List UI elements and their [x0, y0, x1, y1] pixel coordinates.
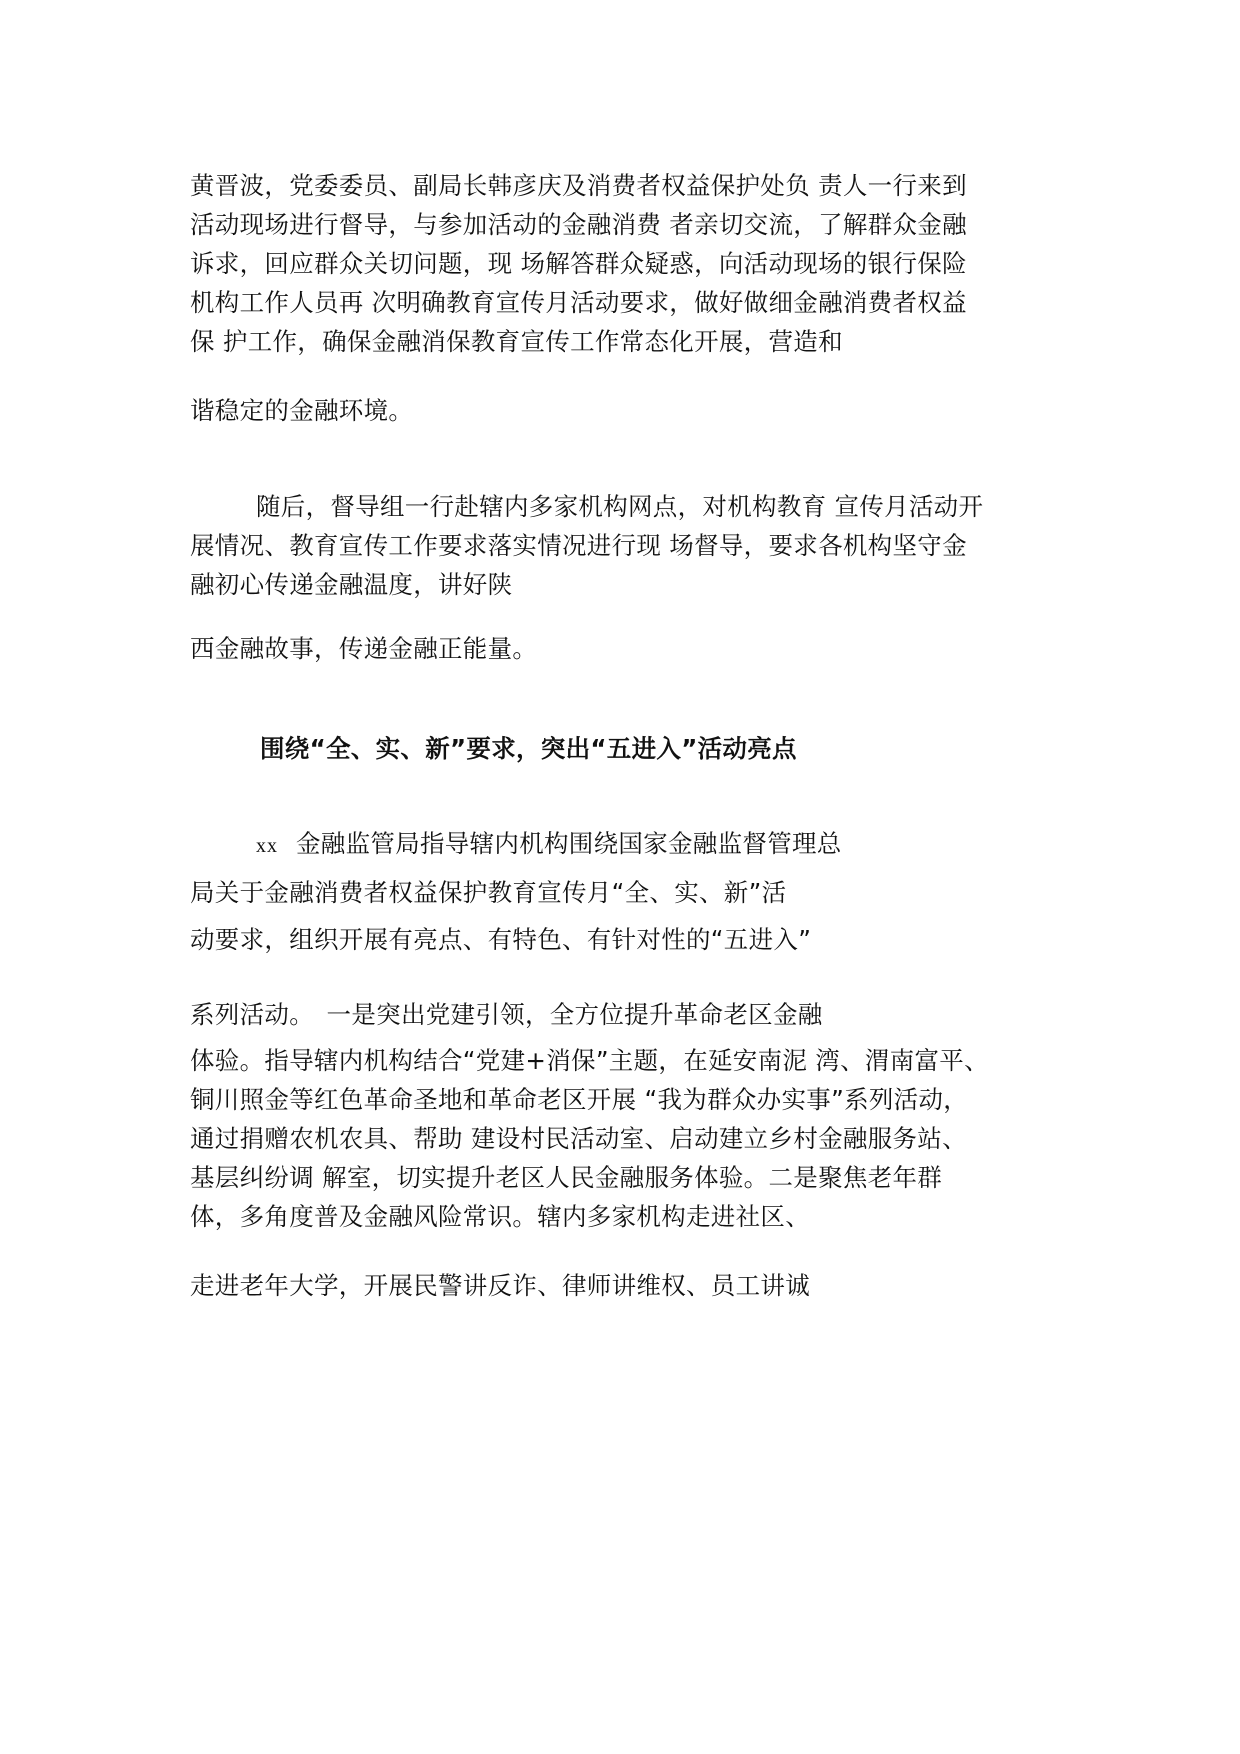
paragraph-2-line-4: 西金融故事，传递金融正能量。 — [190, 634, 538, 663]
paragraph-2-line-2: 展情况、教育宣传工作要求落实情况进行现 场督导，要求各机构坚守金 — [190, 531, 967, 560]
paragraph-3-line-1-text: 金融监管局指导辖内机构围绕国家金融监督管理总 — [296, 829, 842, 858]
paragraph-3-line-2: 局关于金融消费者权益保护教育宣传月“全、实、新”活 — [190, 878, 787, 907]
paragraph-3-line-8: 基层纠纷调 解室，切实提升老区人民金融服务体验。二是聚焦老年群 — [190, 1163, 943, 1192]
paragraph-3-line-7: 通过捐赠农机农具、帮助 建设村民活动室、启动建立乡村金融服务站、 — [190, 1124, 967, 1153]
paragraph-1-line-3: 诉求，回应群众关切问题，现 场解答群众疑惑，向活动现场的银行保险 — [190, 249, 967, 278]
paragraph-3-line-10: 走进老年大学，开展民警讲反诈、律师讲维权、员工讲诚 — [190, 1271, 810, 1300]
paragraph-3-prefix: xx — [256, 835, 278, 857]
paragraph-3-line-6: 铜川照金等红色革命圣地和革命老区开展 “我为群众办实事”系列活动， — [190, 1085, 969, 1114]
paragraph-2-line-1: 随后，督导组一行赴辖内多家机构网点，对机构教育 宣传月活动开 — [256, 492, 984, 521]
paragraph-3-line-1 — [256, 825, 842, 865]
paragraph-1-line-4: 机构工作人员再 次明确教育宣传月活动要求，做好做细金融消费者权益 — [190, 288, 967, 317]
paragraph-3-line-5: 体验。指导辖内机构结合“党建+消保”主题，在延安南泥 湾、渭南富平、 — [190, 1046, 989, 1075]
section-heading: 围绕“全、实、新”要求，突出“五进入”活动亮点 — [260, 734, 797, 763]
paragraph-2-line-3: 融初心传递金融温度，讲好陕 — [190, 570, 513, 599]
paragraph-3-line-9: 体，多角度普及金融风险常识。辖内多家机构走进社区、 — [190, 1202, 810, 1231]
paragraph-1-line-2: 活动现场进行督导，与参加活动的金融消费 者亲切交流，了解群众金融 — [190, 210, 967, 239]
paragraph-1-line-5: 保 护工作，确保金融消保教育宣传工作常态化开展，营造和 — [190, 327, 843, 356]
paragraph-3-line-4: 系列活动。 一是突出党建引领，全方位提升革命老区金融 — [190, 1000, 823, 1029]
paragraph-3-line-3: 动要求，组织开展有亮点、有特色、有针对性的“五进入” — [190, 925, 812, 954]
paragraph-1-line-6: 谐稳定的金融环境。 — [190, 396, 414, 425]
paragraph-1-line-1: 黄晋波，党委委员、副局长韩彦庆及消费者权益保护处负 责人一行来到 — [190, 171, 967, 200]
